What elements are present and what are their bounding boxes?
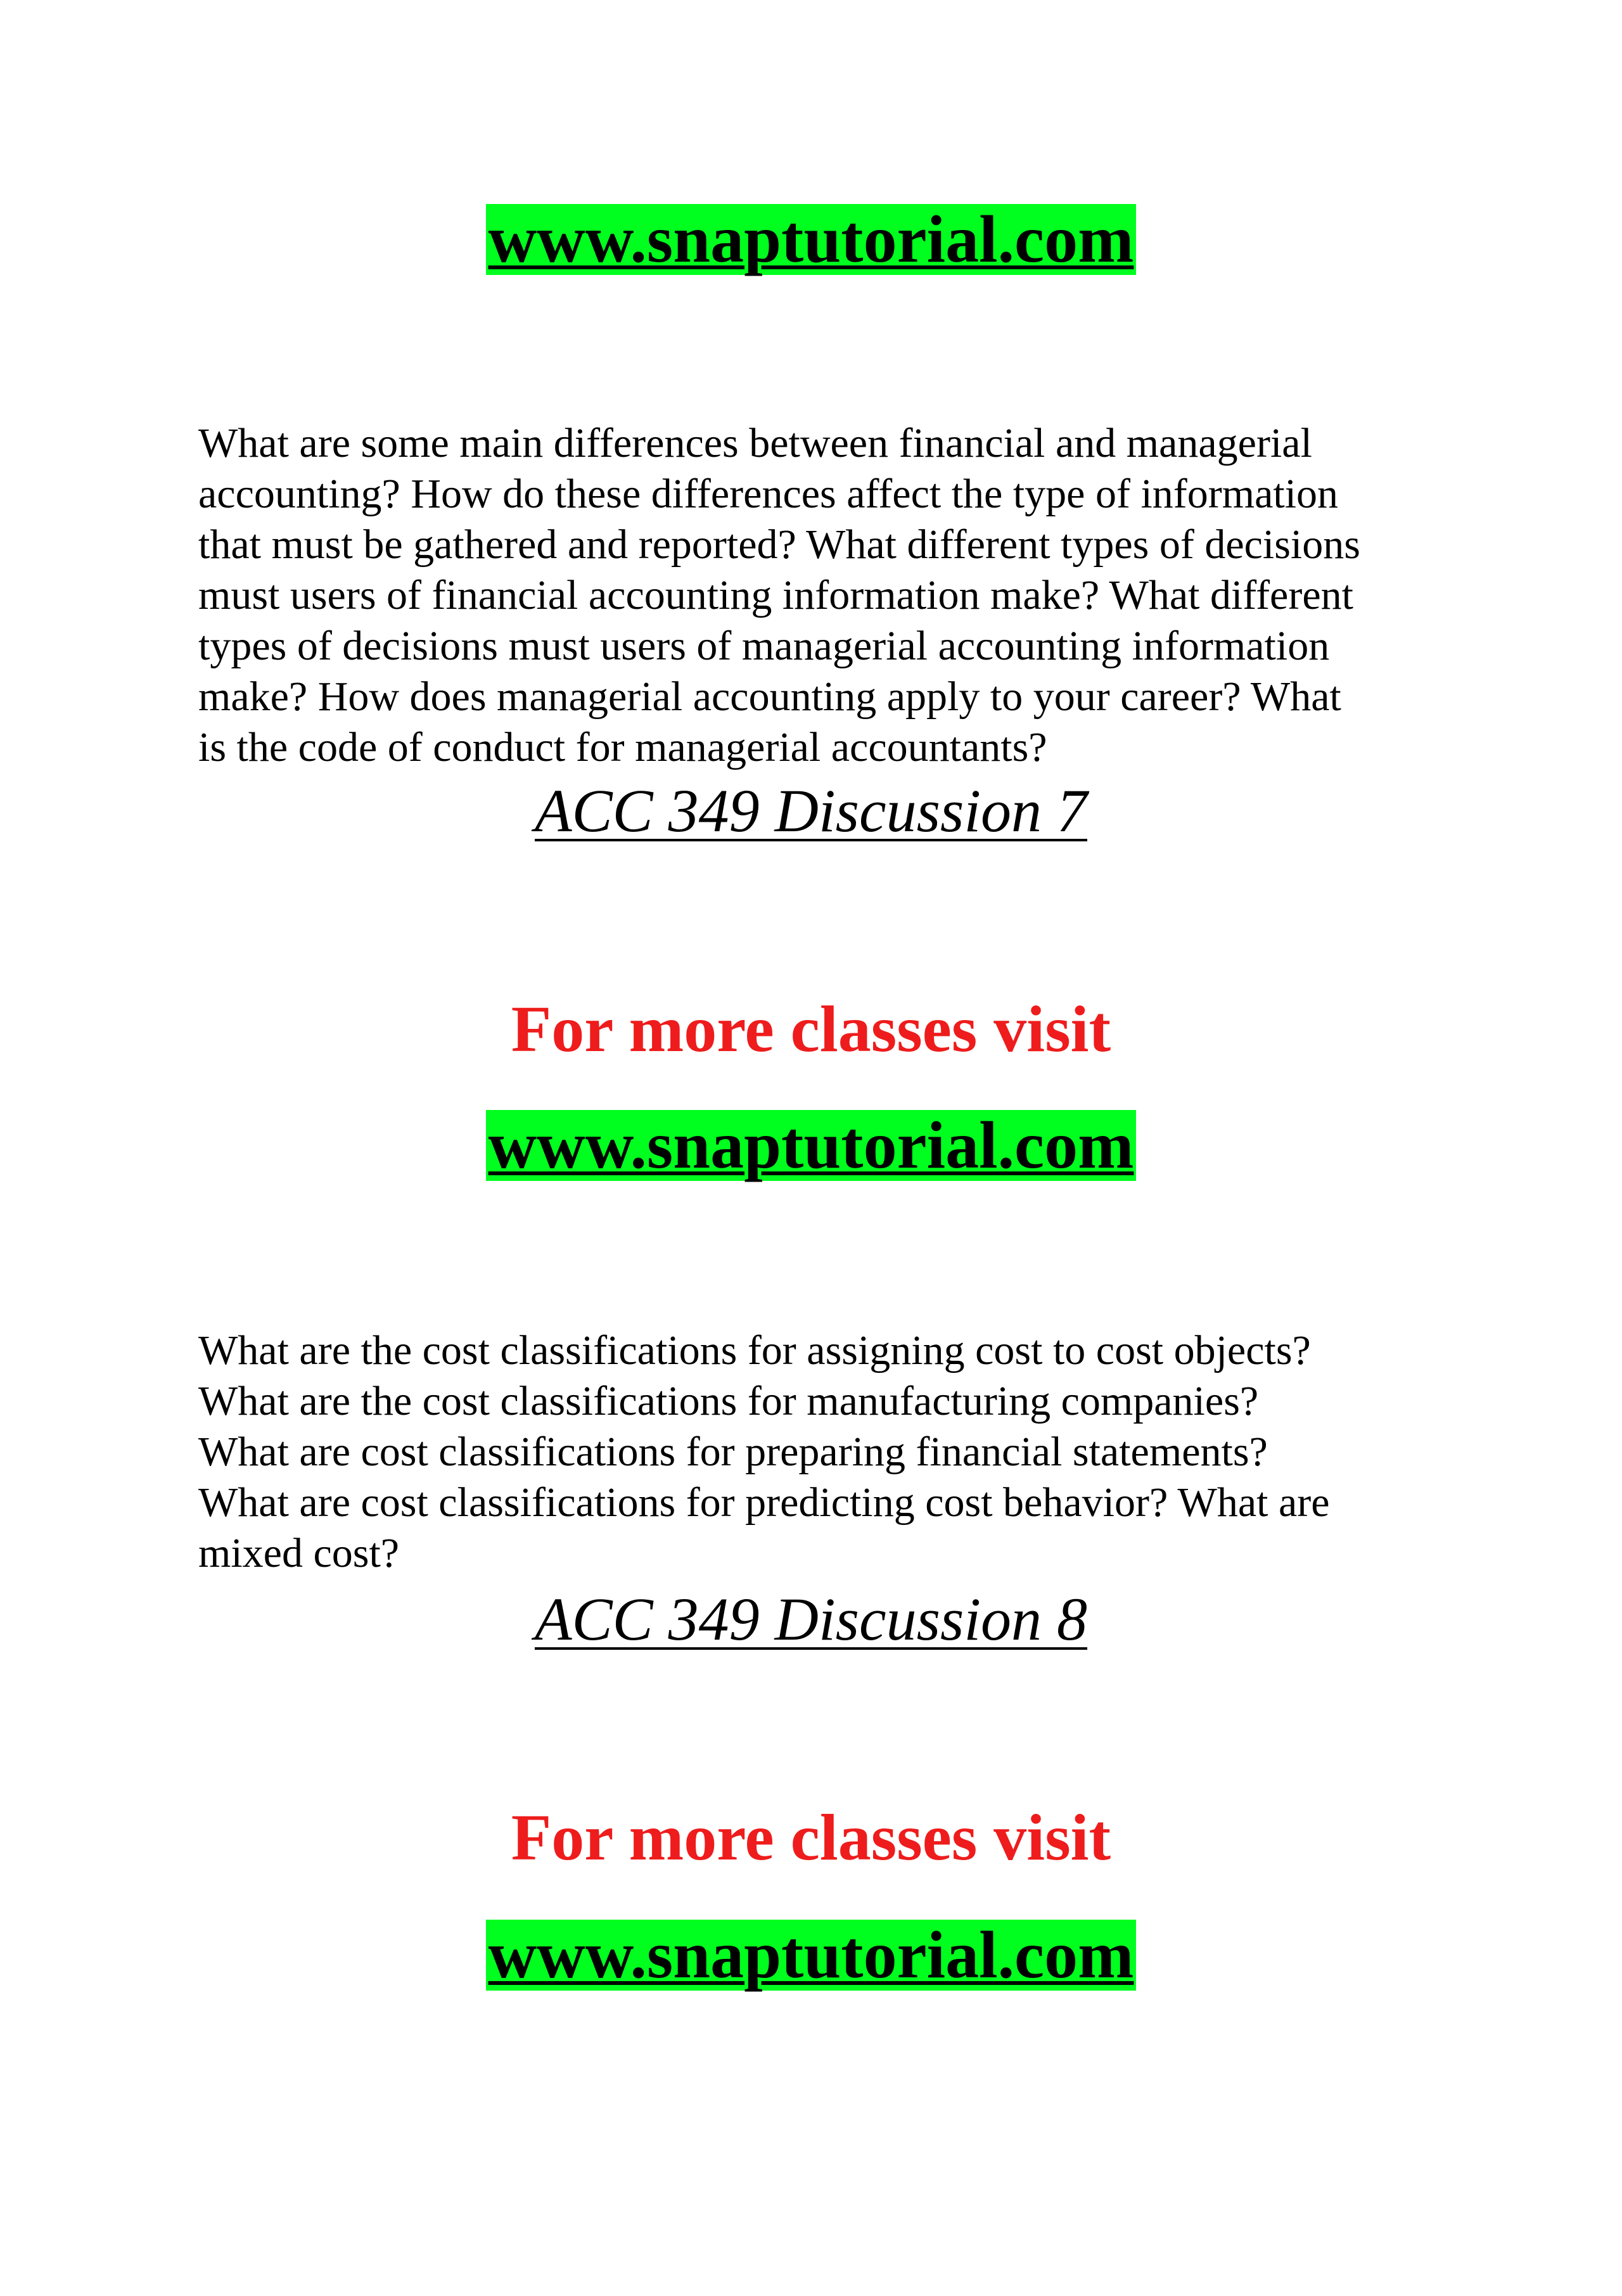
promo-line-1 [0, 992, 1622, 1067]
heading-line-1 [0, 775, 1622, 846]
promo-line-2 [0, 1801, 1622, 1875]
discussion-heading-8: ACC 349 Discussion 8 [534, 1585, 1088, 1653]
question-paragraph-1: What are some main differences between financial and managerial accounting? How do these differences affect the type of information that must be gathered and reported? What different types of decisions must users of financial accounting information make? What different types of decisions must users of managerial accounting information make? How does managerial accounting apply to your career? What is the code of conduct for managerial accountants? [198, 420, 1360, 770]
promo-text-2: For more classes visit [511, 1801, 1111, 1874]
promo-text-1: For more classes visit [511, 993, 1111, 1066]
website-link-1[interactable]: www.snaptutorial.com [486, 1110, 1137, 1181]
url-top-line [0, 204, 1622, 275]
heading-line-2 [0, 1584, 1622, 1655]
url-line-2 [0, 1920, 1622, 1991]
website-link-2[interactable]: www.snaptutorial.com [486, 1920, 1137, 1991]
url-line-1 [0, 1110, 1622, 1181]
discussion-heading-7: ACC 349 Discussion 7 [534, 777, 1088, 845]
question-paragraph-2: What are the cost classifications for assigning cost to cost objects? What are the cost classifications for manufacturing companies? What are cost classifications for preparing financial statements? What are cost classifications for predicting cost behavior? What are mixed cost? [198, 1327, 1330, 1576]
website-link-top[interactable]: www.snaptutorial.com [486, 204, 1137, 275]
